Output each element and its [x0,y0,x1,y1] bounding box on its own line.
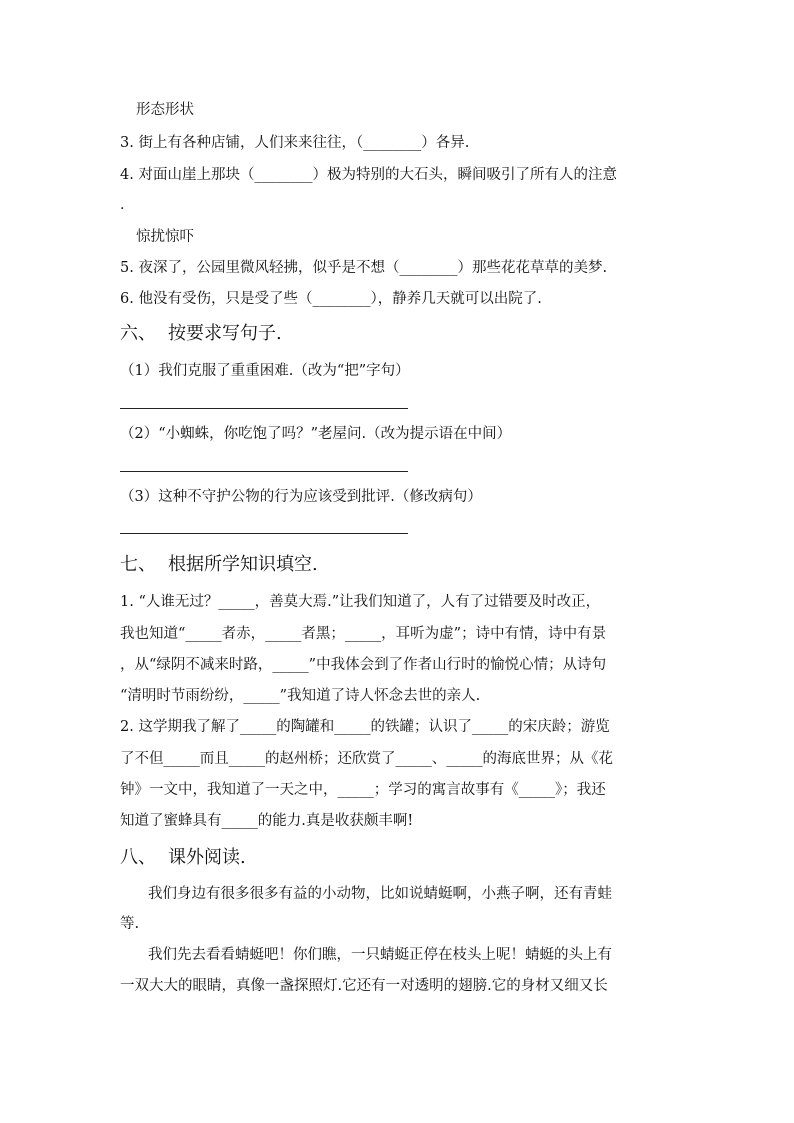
sentence-task-2: （2）“小蜘蛛，你吃饱了吗？”老屋问.（改为提示语在中间） [120,426,512,442]
section-8-heading [120,846,246,870]
question-6: 6. 他没有受伤，只是受了些（________），静养几天就可以出院了. [120,291,542,307]
answer-line-3 [120,533,408,534]
fill-q1-line-1: 1. “人谁无过？_____，善莫大焉.”让我们知道了，人有了过错要及时改正， [120,594,601,610]
word-pair-label-2: 惊扰惊吓 [136,229,194,245]
word-pair-label-1: 形态形状 [136,102,194,118]
section-8-number: 八、 [120,847,156,868]
sentence-task-1: （1）我们克服了重重困难.（改为“把”字句） [120,363,410,379]
section-7-number: 七、 [120,554,156,575]
fill-q2-line-1: 2. 这学期我了解了_____的陶罐和_____的铁罐；认识了_____的宋庆龄；游览 [120,719,610,735]
section-6-heading [120,322,282,346]
question-4: 4. 对面山崖上那块（________）极为特别的大石头，瞬间吸引了所有人的注意 [120,167,617,183]
reading-p1-line-1: 我们身边有很多很多有益的小动物，比如说蜻蜓啊，小燕子啊，还有青蛙 [148,886,612,902]
question-4-end: . [120,197,125,213]
section-6-number: 六、 [120,323,156,344]
reading-p2-line-1: 我们先去看看蜻蜓吧！你们瞧，一只蜻蜓正停在枝头上呢！蜻蜓的头上有 [148,947,612,963]
fill-q2-line-4: 知道了蜜蜂具有_____的能力.真是收获颇丰啊! [120,813,414,829]
section-7-heading [120,553,318,577]
fill-q1-line-3: ，从“绿阴不减来时路，_____”中我体会到了作者山行时的愉悦心情；从诗句 [120,657,607,673]
reading-p1-line-2: 等. [120,916,140,932]
fill-q2-line-3: 钟》一文中，我知道了一天之中，_____；学习的寓言故事有《_____》；我还 [120,782,606,798]
reading-p2-line-2: 一双大大的眼睛，真像一盏探照灯.它还有一对透明的翅膀.它的身材又细又长 [120,978,608,994]
fill-q2-line-2: 了不但_____而且_____的赵州桥；还欣赏了_____、_____的海底世界；从《花 [120,751,613,767]
sentence-task-3: （3）这种不守护公物的行为应该受到批评.（修改病句） [120,489,482,505]
question-5: 5. 夜深了，公园里微风轻拂，似乎是不想（________）那些花花草草的美梦. [120,260,608,276]
fill-q1-line-2: 我也知道“_____者赤，_____者黑；_____，耳听为虚”；诗中有情，诗中有景 [120,626,607,642]
section-6-title: 按要求写句子. [168,323,282,344]
section-8-title: 课外阅读. [168,847,246,868]
answer-line-1 [120,408,408,409]
answer-line-2 [120,471,408,472]
question-3: 3. 街上有各种店铺，人们来来往往，（________）各异. [120,135,470,151]
section-7-title: 根据所学知识填空. [168,554,318,575]
fill-q1-line-4: “清明时节雨纷纷，_____”我知道了诗人怀念去世的亲人. [120,688,481,704]
